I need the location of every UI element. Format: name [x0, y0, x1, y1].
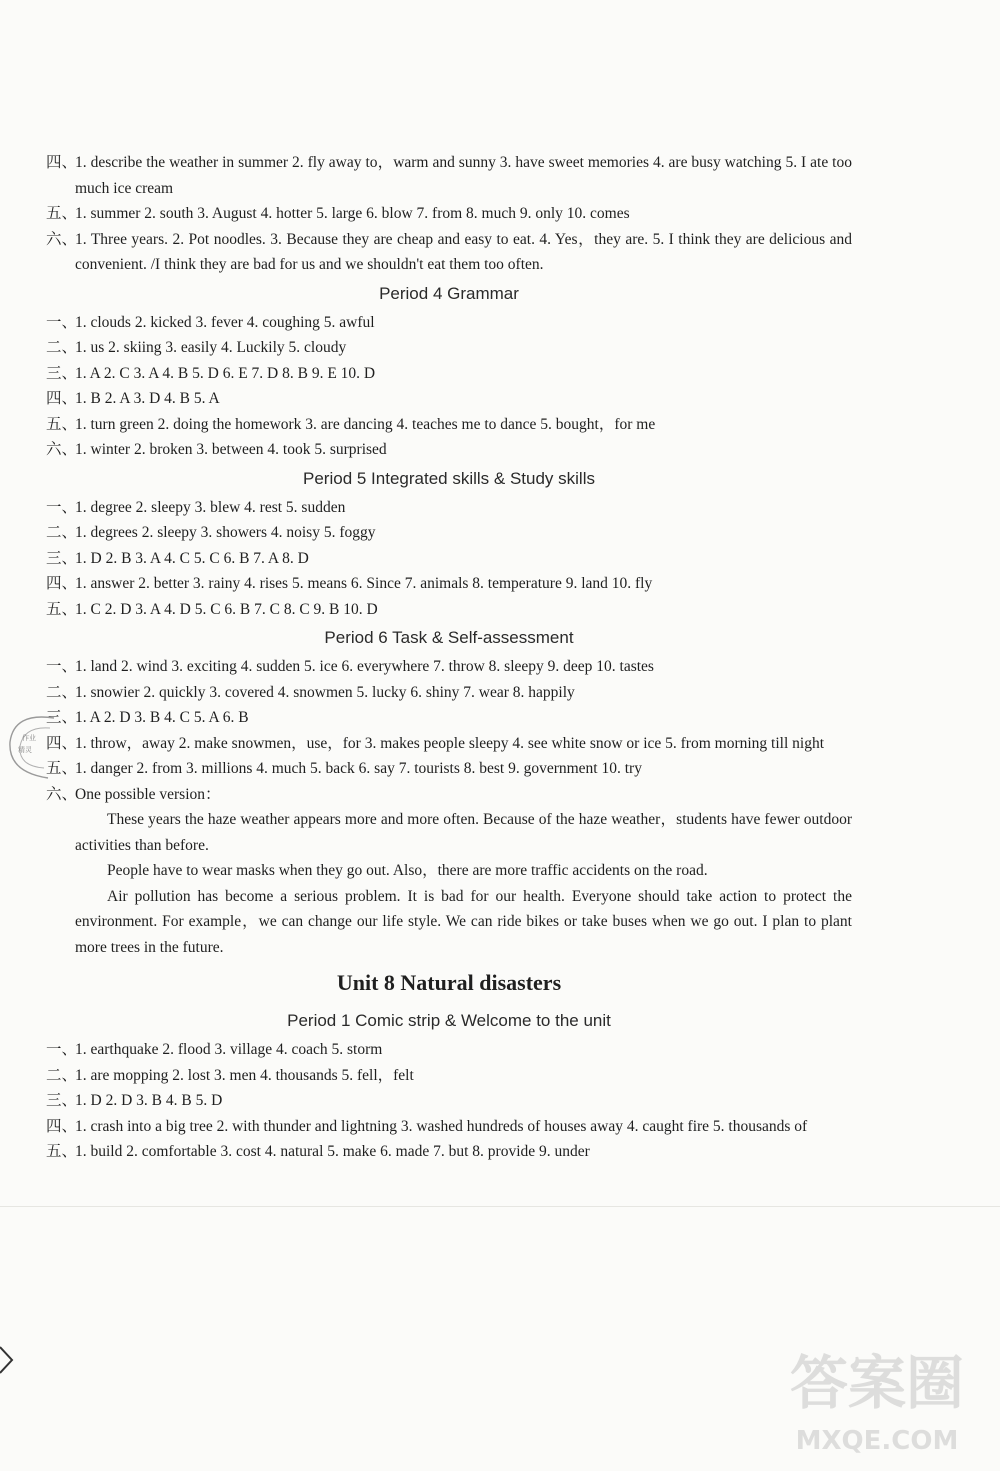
item-number: 六、 [46, 441, 78, 458]
item-answers: 1. A 2. D 3. B 4. C 5. A 6. B [75, 709, 249, 726]
item-number: 五、 [46, 205, 78, 222]
item-answers: 1. us 2. skiing 3. easily 4. Luckily 5. cloudy [75, 339, 347, 356]
answer-item [46, 731, 852, 757]
item-answers: 1. degree 2. sleepy 3. blew 4. rest 5. sudden [75, 498, 346, 516]
item-answers: 1. answer 2. better 3. rainy 4. rises 5. means 6. Since 7. animals 8. temperature 9. land 10. fly [75, 575, 653, 592]
answer-item [46, 361, 852, 387]
unit-title: Unit 8 Natural disasters [336, 970, 562, 995]
item-number: 六、 [46, 785, 78, 803]
item-answers: 1. are mopping 2. lost 3. men 4. thousands 5. fell，felt [75, 1066, 414, 1084]
item-answers: 1. B 2. A 3. D 4. B 5. A [75, 390, 220, 407]
answer-item [46, 335, 852, 361]
item-number: 一、 [46, 313, 78, 331]
watermark-logo [772, 1341, 982, 1461]
item-number: 四、 [46, 734, 78, 752]
answer-item [46, 520, 852, 546]
period-heading: Period 5 Integrated skills & Study skills [303, 468, 595, 488]
item-number: 一、 [46, 1041, 78, 1058]
item-number: 一、 [46, 658, 78, 675]
stamp-seal-icon [4, 712, 56, 782]
answer-item [46, 437, 852, 463]
answer-item [46, 1063, 852, 1089]
item-answers: 1. crash into a big tree 2. with thunder and lightning 3. washed hundreds of houses away 4. caught fire 5. thousands of [75, 1117, 808, 1135]
answer-item [46, 386, 852, 412]
answer-item [46, 546, 852, 572]
item-number: 五、 [46, 760, 78, 777]
answer-item [46, 412, 852, 438]
period-heading: Period 4 Grammar [379, 283, 519, 303]
item-answers: 1. D 2. B 3. A 4. C 5. C 6. B 7. A 8. D [75, 549, 309, 567]
period-heading: Period 1 Comic strip & Welcome to the unit [287, 1011, 611, 1030]
item-number: 五、 [46, 415, 78, 433]
watermark-cn-text: 答案圈 [789, 1349, 965, 1417]
item-number: 五、 [46, 1143, 78, 1160]
svg-text:精灵: 精灵 [18, 746, 32, 754]
item-number: 三、 [46, 1092, 78, 1109]
item-answers: 1. winter 2. broken 3. between 4. took 5. surprised [75, 441, 387, 458]
item-answers: 1. describe the weather in summer 2. fly away to，warm and sunny 3. have sweet memories 4. are busy watching 5. I ate too much ice cream [75, 154, 852, 197]
item-number: 三、 [46, 364, 78, 382]
item-number: 三、 [46, 549, 78, 567]
answer-page [46, 150, 852, 1165]
item-number: 五、 [46, 600, 78, 618]
answer-item [46, 782, 852, 808]
watermark-url-text: MXQE.COM [795, 1426, 959, 1456]
essay-paragraph: Air pollution has become a serious problem. It is bad for our health. Everyone should take action to protect the environment. For example，we can change our life style. We can ride bikes or take buses when we go out. I plan to plant more trees in the future. [75, 887, 852, 956]
answer-item [46, 1114, 852, 1140]
item-number: 一、 [46, 498, 78, 516]
item-answers: 1. clouds 2. kicked 3. fever 4. coughing 5. awful [75, 313, 375, 331]
item-number: 四、 [46, 575, 78, 592]
answer-item [46, 1037, 852, 1063]
svg-text:作业: 作业 [22, 734, 36, 742]
item-number: 二、 [46, 339, 78, 356]
item-number: 三、 [46, 709, 78, 726]
item-answers: 1. D 2. D 3. B 4. B 5. D [75, 1092, 223, 1109]
answer-item [46, 201, 852, 227]
answer-item [46, 571, 852, 597]
item-number: 六、 [46, 230, 78, 248]
answer-item [46, 1088, 852, 1114]
item-answers: 1. Three years. 2. Pot noodles. 3. Because they are cheap and easy to eat. 4. Yes，they are. 5. I think they are delicious and convenient. /I think they are bad for us and we shouldn't eat them too often. [75, 230, 852, 273]
item-answers: One possible version： [75, 785, 221, 803]
scan-fold-line [0, 1206, 1000, 1207]
essay-paragraph: People have to wear masks when they go out. Also，there are more traffic accidents on the road. [107, 862, 708, 879]
item-answers: 1. snowier 2. quickly 3. covered 4. snowmen 5. lucky 6. shiny 7. wear 8. happily [75, 683, 575, 701]
corner-arrow-icon [0, 1345, 14, 1375]
item-answers: 1. summer 2. south 3. August 4. hotter 5. large 6. blow 7. from 8. much 9. only 10. comes [75, 205, 630, 222]
answer-item [46, 705, 852, 731]
answer-item [46, 654, 852, 680]
period-heading: Period 6 Task & Self-assessment [324, 628, 574, 647]
answer-item [46, 150, 852, 201]
item-answers: 1. degrees 2. sleepy 3. showers 4. noisy 5. foggy [75, 524, 376, 541]
item-answers: 1. land 2. wind 3. exciting 4. sudden 5. ice 6. everywhere 7. throw 8. sleepy 9. deep 10. tastes [75, 658, 654, 675]
item-answers: 1. danger 2. from 3. millions 4. much 5. back 6. say 7. tourists 8. best 9. government 10. try [75, 760, 642, 777]
essay-paragraph: These years the haze weather appears more and more often. Because of the haze weather，students have fewer outdoor activities than before. [75, 811, 852, 854]
answer-item [46, 227, 852, 278]
answer-item [46, 756, 852, 782]
answer-item [46, 310, 852, 336]
answer-item [46, 597, 852, 623]
answer-item [46, 1139, 852, 1165]
item-answers: 1. C 2. D 3. A 4. D 5. C 6. B 7. C 8. C 9. B 10. D [75, 600, 378, 618]
item-number: 二、 [46, 683, 78, 701]
item-answers: 1. build 2. comfortable 3. cost 4. natural 5. make 6. made 7. but 8. provide 9. under [75, 1143, 590, 1160]
answer-item [46, 680, 852, 706]
item-answers: 1. earthquake 2. flood 3. village 4. coach 5. storm [75, 1041, 383, 1058]
item-number: 四、 [46, 390, 78, 407]
item-answers: 1. throw，away 2. make snowmen，use，for 3. makes people sleepy 4. see white snow or ice 5. from morning till night [75, 734, 825, 752]
item-number: 二、 [46, 1066, 78, 1084]
item-number: 二、 [46, 524, 78, 541]
item-answers: 1. turn green 2. doing the homework 3. are dancing 4. teaches me to dance 5. bought，for me [75, 415, 656, 433]
answer-item [46, 495, 852, 521]
item-answers: 1. A 2. C 3. A 4. B 5. D 6. E 7. D 8. B 9. E 10. D [75, 364, 376, 382]
item-number: 四、 [46, 154, 78, 171]
item-number: 四、 [46, 1117, 78, 1135]
